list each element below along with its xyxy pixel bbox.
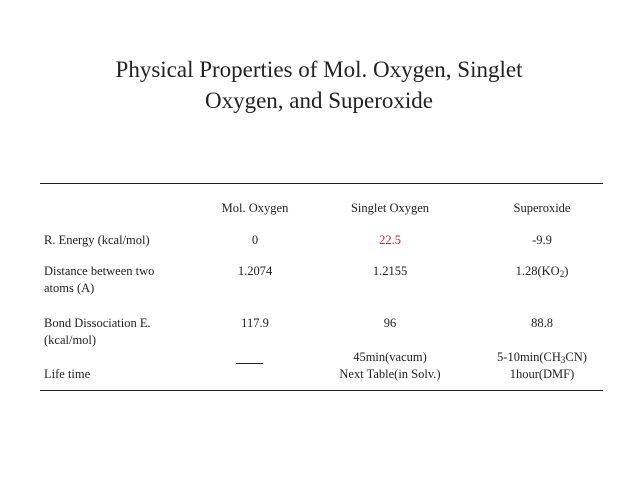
cell-energy-superoxide: -9.9 [532,233,552,247]
slide-title-line1: Physical Properties of Mol. Oxygen, Singlet [115,57,523,82]
row-label-distance-line2: atoms (A) [44,281,95,295]
cell-lifetime-singlet [330,349,450,383]
row-label-distance [44,263,184,297]
cell-distance-superoxide-sub: 2 [559,269,565,279]
cell-bond-superoxide: 88.8 [531,316,553,330]
cell-lifetime-superoxide-line1-main: 5-10min(CH [497,350,561,364]
row-label-bond-line2: (kcal/mol) [44,333,97,347]
header-mol-oxygen: Mol. Oxygen [221,201,289,215]
row-label-bond-line1: Bond Dissociation E. [44,316,151,330]
cell-distance-superoxide-end: ) [564,264,569,278]
slide-title [0,54,638,116]
header-singlet-oxygen: Singlet Oxygen [350,201,430,215]
cell-lifetime-superoxide-line1 [490,349,594,366]
cell-energy-singlet: 22.5 [379,233,401,247]
cell-bond-singlet: 96 [383,316,397,330]
cell-distance-mol-oxygen: 1.2074 [237,264,273,278]
cell-lifetime-singlet-line1: 45min(vacum) [353,350,427,364]
row-label-distance-line1: Distance between two [44,264,155,278]
cell-lifetime-superoxide-line2: 1hour(DMF) [509,367,575,381]
slide-title-line2: Oxygen, and Superoxide [204,88,434,113]
row-label-bond [44,315,184,349]
cell-bond-mol-oxygen: 117.9 [241,316,269,330]
cell-energy-mol-oxygen: 0 [251,233,259,247]
row-label-lifetime: Life time [44,367,91,381]
cell-distance-superoxide [490,263,594,280]
cell-lifetime-mol-oxygen-dash [236,363,263,364]
header-superoxide: Superoxide [513,201,571,215]
cell-lifetime-singlet-line2: Next Table(in Solv.) [339,367,441,381]
cell-distance-singlet: 1.2155 [372,264,408,278]
table-top-rule [40,183,603,184]
cell-distance-superoxide-main: 1.28(KO [515,264,560,278]
cell-lifetime-superoxide-line1-end: CN) [565,350,587,364]
table-bottom-rule [40,390,603,391]
cell-lifetime-superoxide-line1-sub: 3 [560,355,566,365]
cell-lifetime-superoxide [490,349,594,383]
row-label-energy: R. Energy (kcal/mol) [44,233,150,247]
